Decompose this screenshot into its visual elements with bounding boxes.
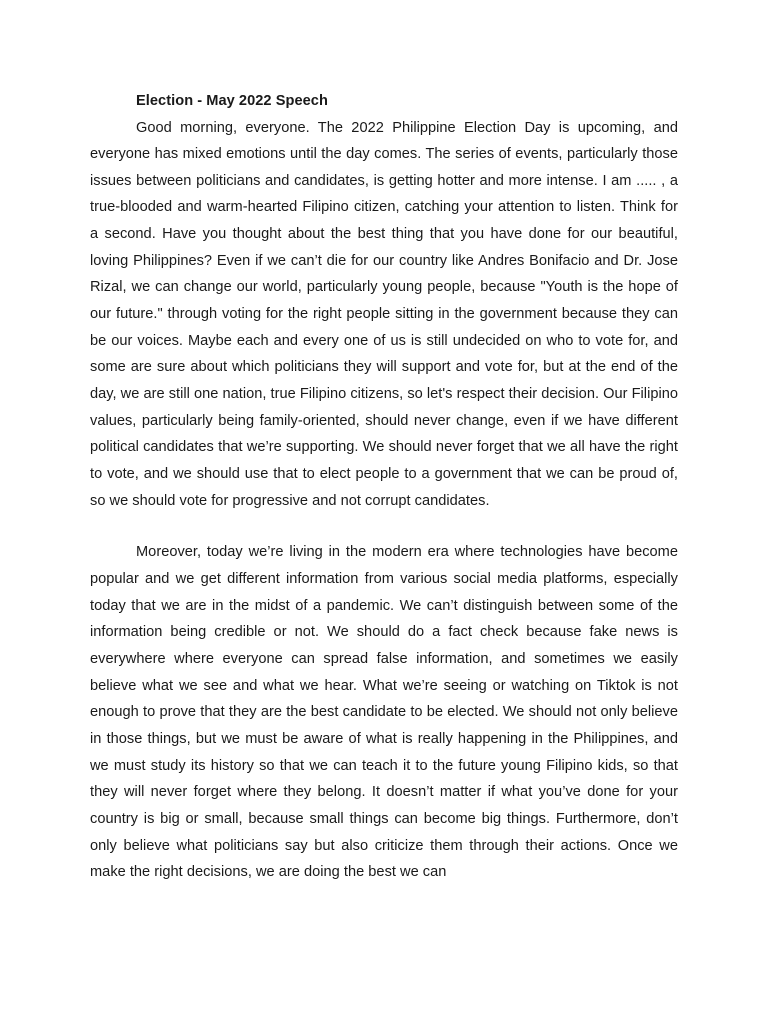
paragraph-1: Good morning, everyone. The 2022 Philippine Election Day is upcoming, and everyone has mixed emotions until the day comes. The series of events, particularly those issues between politicians and candidates, is getting hotter and more intense. I am ..... , a true-blooded and warm-hearted Filipino citizen, catching your attention to listen. Think for a second. Have you thought about the best thing that you have done for our beautiful, loving Philippines? Even if we can’t die for our country like Andres Bonifacio and Dr. Jose Rizal, we can change our world, particularly young people, because "Youth is the hope of our future." through voting for the right people sitting in the government because they can be our voices. Maybe each and every one of us is still undecided on who to vote for, and some are sure about which politicians they will support and vote for, but at the end of the day, we are still one nation, true Filipino citizens, so let's respect their decision. Our Filipino values, particularly being family-oriented, should never change, even if we have different political candidates that we’re supporting. We should never forget that we all have the right to vote, and we should use that to elect people to a government that we can be proud of, so we should vote for progressive and not corrupt candidates.: [90, 119, 678, 509]
speech-title: Election - May 2022 Speech: [136, 93, 328, 109]
paragraph-2: Moreover, today we’re living in the modern era where technologies have become popular and we get different information from various social media platforms, especially today that we are in the midst of a pandemic. We can’t distinguish between some of the information being credible or not. We should do a fact check because fake news is everywhere where everyone can spread false information, and sometimes we easily believe what we see and what we hear. What we’re seeing or watching on Tiktok is not enough to prove that they are the best candidate to be elected. We should not only believe in those things, but we must be aware of what is really happening in the Philippines, and we must study its history so that we can teach it to the future young Filipino kids, so that they will never forget where they belong. It doesn’t matter if what you’ve done for your country is big or small, because small things can become big things. Furthermore, don’t only believe what politicians say but also criticize them through their actions. Once we make the right decisions, we are doing the best we can: [90, 544, 678, 881]
